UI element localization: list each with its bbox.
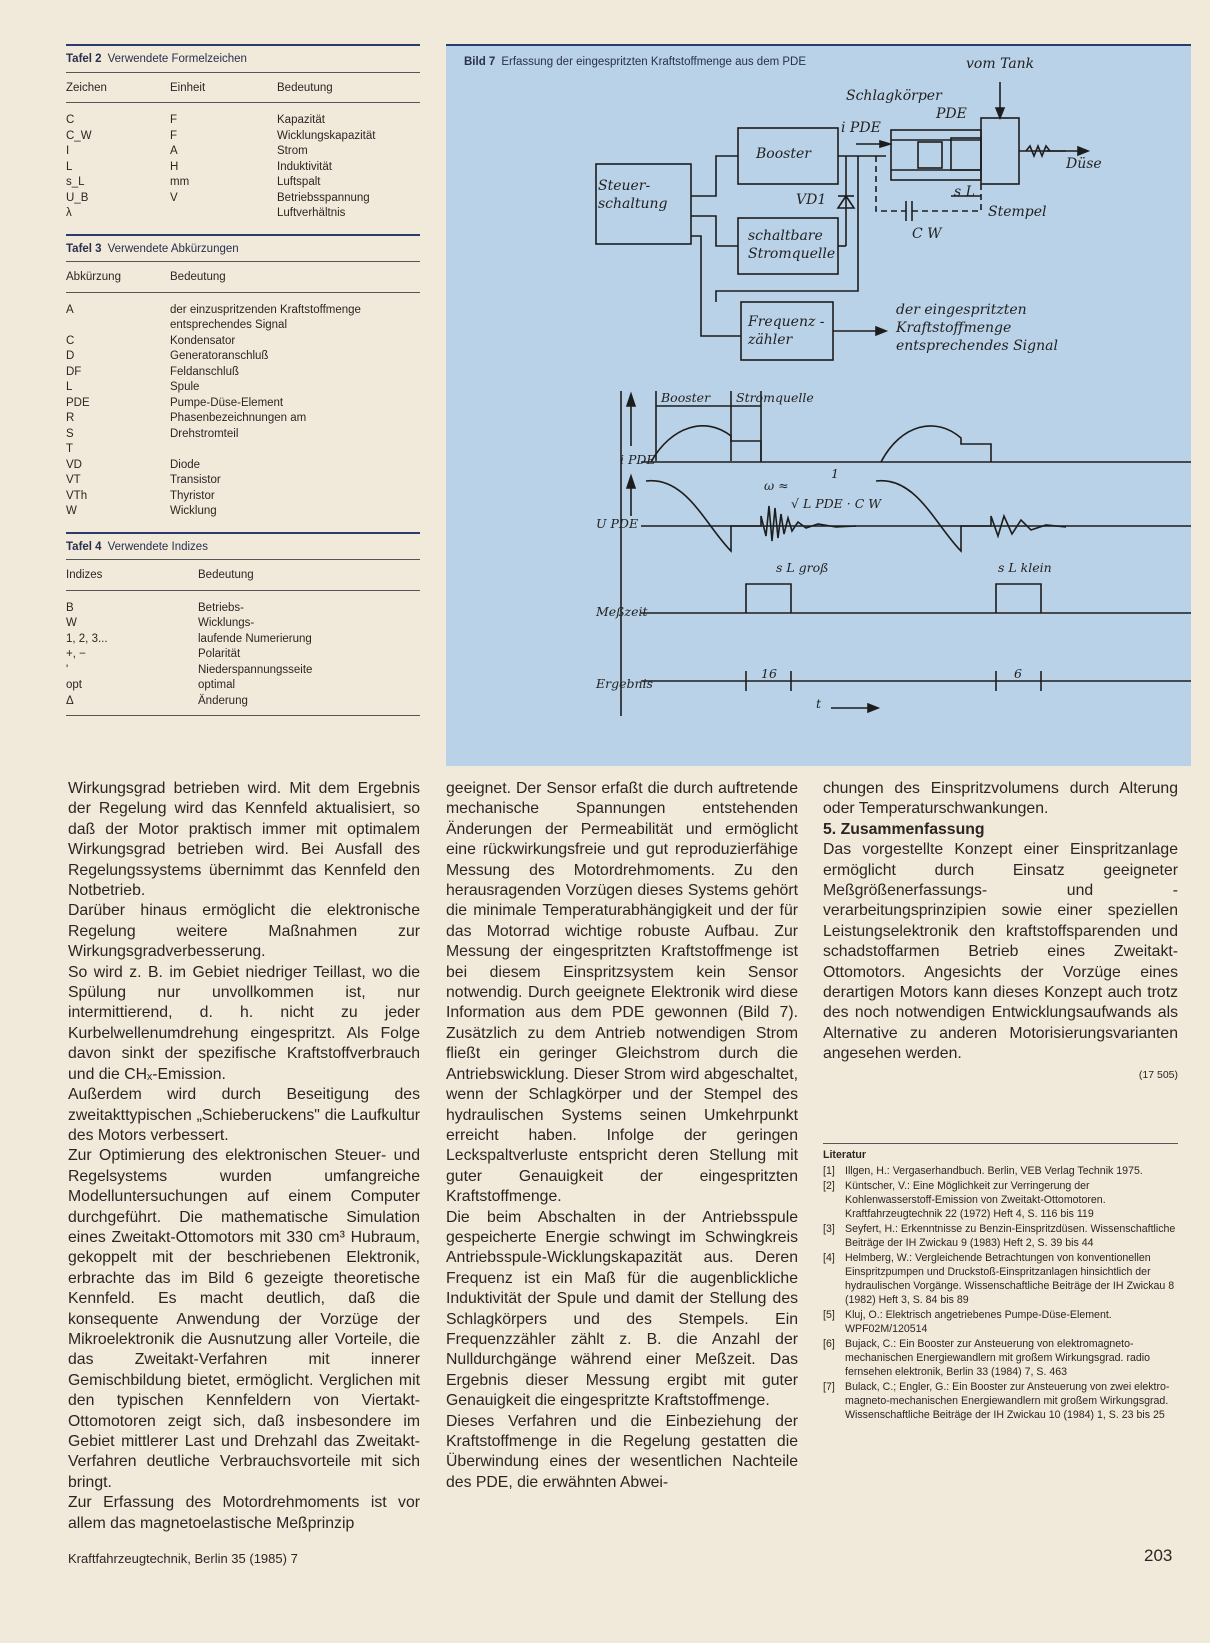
tafel-3-cell: VT xyxy=(66,474,81,486)
literature-item-text: Seyfert, H.: Erkenntnisse zu Benzin-Einspritzdüsen. Wissenschaftliche Beiträge der IH Zwickau 9 (1983) Heft 2, S. 39 bis 44 xyxy=(845,1223,1176,1249)
tafel-3-cell: W xyxy=(66,505,77,517)
literature-item-text: Bujack, C.: Ein Booster zur Ansteuerung von elektromagneto-mechanischen Energiewandlern mit großem Wirkungsgrad. radio fernsehen elektronik, Berlin 33 (1984) 7, S. 463 xyxy=(845,1338,1151,1378)
literature-item-number: [5] xyxy=(823,1309,835,1321)
tafel-3-row xyxy=(66,427,420,443)
tafel-2-row xyxy=(66,129,420,145)
literature-item-text: Kluj, O.: Elektrisch angetriebenes Pumpe-Düse-Element. WPF02M/120514 xyxy=(845,1309,1112,1335)
tafel-2-cell: H xyxy=(170,160,179,173)
tafel-4-row xyxy=(66,647,420,663)
label-vom-tank: vom Tank xyxy=(966,56,1035,72)
tafel-4-cell: B xyxy=(66,601,74,614)
tafel-3-cell: L xyxy=(66,381,73,393)
tafel-3-row xyxy=(66,396,420,412)
tafel-3-row xyxy=(66,303,420,334)
label-i-pde: i PDE xyxy=(841,120,881,136)
label-omega: ω ≈ xyxy=(764,478,789,493)
col2-paragraph: Die beim Abschalten in der Antriebsspule gespeicherte Energie schwingt im Schwingkreis Antriebsspule-Wicklungskapazität aus. Deren Frequenz ist ein Maß für die augenblickliche Induktivität der Spule und damit der Stellung des Schlagkörpers und des Stempels. Ein Frequenzzähler zählt z. B. die Anzahl der Nulldurchgänge während einer Meßzeit. Das Ergebnis dieser Messung ergibt mit guter Genauigkeit die eingespritzte Kraftstoffmenge. xyxy=(446,1208,798,1410)
col1-paragraph: Darüber hinaus ermöglicht die elektronische Regelung weitere Maßnahmen zur Wirkungsgradverbesserung. xyxy=(68,902,420,961)
tafel-4-cell: +, − xyxy=(66,648,86,660)
tafel-4-row xyxy=(66,663,420,679)
label-u-pde-axis: U PDE xyxy=(596,516,639,531)
tafel-3-cell: Phasenbezeichnungen am xyxy=(170,412,307,424)
label-i-pde-axis: i PDE xyxy=(620,452,656,467)
tafel-2-cell: Luftspalt xyxy=(277,176,321,188)
literature-item-number: [4] xyxy=(823,1252,835,1264)
tafel-2-cell: Wicklungskapazität xyxy=(277,129,376,142)
label-stempel: Stempel xyxy=(988,204,1047,220)
label-schaltbare-2: Stromquelle xyxy=(748,246,836,262)
tafel-2-cell: Strom xyxy=(277,145,308,157)
label-steuerschaltung-2: schaltung xyxy=(598,196,668,212)
literature-item xyxy=(823,1337,1178,1379)
literature-item xyxy=(823,1164,1178,1178)
label-ergebnis: Ergebnis xyxy=(596,676,653,691)
tafel-4-cell: W xyxy=(66,617,77,629)
label-omega-numerator: 1 xyxy=(831,466,839,481)
tafel-3-cell: der einzuspritzenden Kraftstoffmenge entsprechendes Signal xyxy=(170,303,361,331)
tafel-3-cell: Wicklung xyxy=(170,505,217,517)
literature-item-text: Helmberg, W.: Vergleichende Betrachtungen von konventionellen Einspritzpumpen und Druckstoß-Einspritzanlagen hinsichtlich der hydraulischen Vorgänge. Wissenschaftliche Beiträge der IH Zwickau 8 (1982) Heft 3, S. 84 bis 89 xyxy=(845,1252,1175,1306)
literature-list xyxy=(823,1143,1178,1423)
text-column-2 xyxy=(446,779,798,1493)
label-s-l: s L xyxy=(954,184,975,200)
tafel-2-row xyxy=(66,191,420,207)
tafel-2-col-einheit: Einheit xyxy=(170,81,206,94)
tafel-4-cell: Δ xyxy=(66,694,74,707)
tafel-3-row xyxy=(66,504,420,520)
label-omega-denominator: √ L PDE · C W xyxy=(791,496,882,511)
label-duese: Düse xyxy=(1066,156,1102,172)
tafel-2-cell: C xyxy=(66,114,75,126)
tafel-4-cell: opt xyxy=(66,679,82,691)
label-stromquelle-timing: Stromquelle xyxy=(736,390,814,405)
literature-item-number: [1] xyxy=(823,1165,835,1177)
tafel-2 xyxy=(66,44,420,222)
label-count-16: 16 xyxy=(761,666,777,681)
tafel-2-col-zeichen: Zeichen xyxy=(66,81,107,94)
label-signal-2: Kraftstoffmenge xyxy=(896,320,1012,336)
tafel-2-cell: mm xyxy=(170,176,190,188)
tafel-2-cell: L xyxy=(66,160,73,173)
col1-paragraph: Zur Erfassung des Motordrehmoments ist vor allem das magnetoelastische Meßprinzip xyxy=(68,1494,420,1532)
literature-item xyxy=(823,1251,1178,1307)
tafel-4-rows xyxy=(66,601,420,710)
tafel-3-row xyxy=(66,442,420,458)
tafel-2-cell: F xyxy=(170,114,178,126)
tafel-3-cell: Thyristor xyxy=(170,489,215,502)
tafel-3-row xyxy=(66,334,420,350)
tafel-2-title: Tafel 2 Verwendete Formelzeichen xyxy=(66,44,420,72)
tafel-4-title: Tafel 4 Verwendete Indizes xyxy=(66,532,420,560)
label-frequenz-2: zähler xyxy=(748,332,793,348)
label-booster-timing: Booster xyxy=(661,390,711,405)
label-vd1: VD1 xyxy=(796,192,827,208)
col1-paragraph: Außerdem wird durch Beseitigung des zweitakttypischen „Schieberuckens" die Laufkultur des Motors verbessert. xyxy=(68,1086,420,1144)
tafel-3-cell: Diode xyxy=(170,458,201,471)
literature-item-text: Küntscher, V.: Eine Möglichkeit zur Verringerung der Kohlenwasserstoff-Emission von Zweitakt-Ottomotoren. Kraftfahrzeugtechnik 22 (1972) Heft 4, S. 116 bis 119 xyxy=(845,1180,1106,1220)
tafel-3-cell: C xyxy=(66,334,75,347)
tafel-4-cell: optimal xyxy=(198,679,236,691)
tafel-3-cell: VTh xyxy=(66,489,88,502)
tafel-4-col-bedeutung: Bedeutung xyxy=(198,569,254,581)
tafel-2-cell: Betriebsspannung xyxy=(277,191,370,204)
tafel-2-cell: λ xyxy=(66,207,72,219)
tafel-3-cell: Transistor xyxy=(170,474,221,486)
tafel-4-row xyxy=(66,694,420,710)
tafel-4-cell: 1, 2, 3... xyxy=(66,632,108,645)
tafel-3 xyxy=(66,234,420,520)
tafel-3-row xyxy=(66,411,420,427)
tafel-4-cell: laufende Numerierung xyxy=(198,632,312,645)
tafel-4-cell: Betriebs- xyxy=(198,601,245,614)
tafel-3-cell: Spule xyxy=(170,381,200,393)
literature-item xyxy=(823,1179,1178,1221)
page-number: 203 xyxy=(1144,1546,1173,1565)
tafel-2-row xyxy=(66,206,420,222)
figure-drawing xyxy=(446,46,1191,768)
tafel-3-row xyxy=(66,473,420,489)
tafel-3-cell: A xyxy=(66,303,74,316)
col2-paragraph: geeignet. Der Sensor erfaßt die durch auftretende mechanische Spannungen entstehenden Änderungen der Permeabilität und ermöglicht eine rückwirkungsfreie und gut reproduzierfähige Messung des Motordrehmoments. Zu den herausragenden Vorzügen dieses Systems gehört die minimale Temperaturabhängigkeit und der für das Motorrad wichtige robuste Aufbau. Zur Messung der eingespritzten Kraftstoffmenge ist bei diesem Einspritzsystem kein Sensor notwendig. Durch geeignete Elektronik wird diese Information aus dem PDE gewonnen (Bild 7). Zusätzlich zu dem Antrieb notwendigen Strom fließt ein geringer Gleichstrom durch die Antriebswicklung. Dieser Strom wird abgeschaltet, wenn der Schlagkörper und der Stempel des hydraulischen Systems seinen Umkehrpunkt erreicht haben. Infolge der geringen Leckspaltverluste entspricht deren Stellung mit guter Genauigkeit der eingespritzten Kraftstoffmenge. xyxy=(446,780,798,1206)
literature-item xyxy=(823,1308,1178,1336)
col2-paragraph: Dieses Verfahren und die Einbeziehung der Kraftstoffmenge in die Regelung gestatten die Überwindung eines der wesentlichen Nachteile des PDE, die erwähnten Abwei- xyxy=(446,1412,798,1491)
figure-bild-7 xyxy=(446,44,1191,766)
tafel-3-cell xyxy=(170,442,420,458)
label-frequenz-1: Frequenz - xyxy=(748,314,825,330)
label-t-axis: t xyxy=(816,696,822,711)
literature-item xyxy=(823,1222,1178,1250)
literature-items xyxy=(823,1164,1178,1422)
literature-item xyxy=(823,1380,1178,1422)
frequenzzaehler-box xyxy=(741,302,833,360)
text-column-3 xyxy=(823,779,1178,1085)
label-c-w: C W xyxy=(912,226,942,242)
tafel-3-rows xyxy=(66,303,420,520)
col1-paragraph: Wirkungsgrad betrieben wird. Mit dem Ergebnis der Regelung wird das Kennfeld aktualisiert, so daß der Motor praktisch immer mit optimalem Wirkungsgrad betrieben wird. Bei Ausfall des Regelungssystems übernimmt das Kennfeld den Notbetrieb. xyxy=(68,780,420,900)
tafel-3-col-abkuerzung: Abkürzung xyxy=(66,271,121,283)
tafel-3-cell: PDE xyxy=(66,396,90,409)
tafel-4 xyxy=(66,532,420,717)
tables-column xyxy=(66,44,420,728)
literature-item-number: [3] xyxy=(823,1223,835,1235)
label-signal-1: der eingespritzten xyxy=(896,302,1027,318)
label-steuerschaltung-1: Steuer- xyxy=(598,178,651,194)
label-signal-3: entsprechendes Signal xyxy=(896,338,1058,354)
tafel-2-cell: I xyxy=(66,145,70,157)
tafel-4-row xyxy=(66,601,420,617)
tafel-2-cell: Luftverhältnis xyxy=(277,207,346,219)
tafel-3-row xyxy=(66,489,420,505)
tafel-2-cell: C_W xyxy=(66,129,92,142)
tafel-4-row xyxy=(66,632,420,648)
literature-item-text: Illgen, H.: Vergaserhandbuch. Berlin, VEB Verlag Technik 1975. xyxy=(845,1165,1143,1177)
tafel-2-rows xyxy=(66,113,420,222)
literature-item-number: [6] xyxy=(823,1338,835,1350)
label-schaltbare-1: schaltbare xyxy=(748,228,823,244)
col1-paragraph: So wird z. B. im Gebiet niedriger Teillast, wo die Spülung nur unvollkommen ist, nur intermittierend, d. h. nicht zu jeder Kurbelwellenumdrehung eingespritzt. Als Folge davon sinkt der spezifische Kraftstoffverbrauch und die CHₓ-Emission. xyxy=(68,963,420,1083)
col1-paragraph: Zur Optimierung des elektronischen Steuer- und Regelsystems wurden umfangreiche Modelluntersuchungen auf einem Computer durchgeführt. Die mathematische Simulation eines Zweitakt-Ottomotors mit 330 cm³ Hubraum, gekoppelt mit der beschriebenen Elektronik, erbrachte das im Bild 6 gezeigte theoretische Kennfeld. Es macht deutlich, daß die konsequente Anwendung der Vorzüge der Mikroelektronik die Ausnutzung aller Vorteile, die das Zweitakt-Verfahren mit innerer Gemischbildung bietet, ermöglicht. Verglichen mit den typischen Kennfeldern von Viertakt-Ottomotoren zeigt sich, daß insbesondere im Gebiet mittlerer Last und Drehzahl das Zweitakt-Verfahren deutliche Verbrauchsvorteile mit sich bringt. xyxy=(68,1147,420,1491)
article-reference-number: (17 505) xyxy=(1138,1068,1178,1081)
label-schlagkoerper: Schlagkörper xyxy=(846,88,942,104)
tafel-4-row xyxy=(66,616,420,632)
tafel-4-cell: Niederspannungsseite xyxy=(198,663,313,676)
tafel-3-cell: Feldanschluß xyxy=(170,365,240,378)
tafel-3-cell: S xyxy=(66,427,74,440)
tafel-2-cell: s_L xyxy=(66,176,85,188)
tafel-4-cell: Wicklungs- xyxy=(198,617,255,629)
section-heading-zusammenfassung: 5. Zusammenfassung xyxy=(823,820,985,838)
footer-publication: Kraftfahrzeugtechnik, Berlin 35 (1985) 7 xyxy=(68,1551,298,1566)
tafel-2-cell: V xyxy=(170,191,178,204)
tafel-3-cell: DF xyxy=(66,365,82,378)
tafel-2-col-bedeutung: Bedeutung xyxy=(277,81,333,94)
tafel-2-cell: Induktivität xyxy=(277,160,332,173)
tafel-2-cell: U_B xyxy=(66,191,89,204)
col3-summary: Das vorgestellte Konzept einer Einspritzanlage ermöglicht durch Einsatz geeigneter Meßgrößenerfassungs- und -verarbeitungsprinzipien sowie einer speziellen Leistungselektronik den kraftstoffsparenden und schadstoffarmen Betrieb eines Zweitakt-Ottomotors. Angesichts der Vorzüge eines derartigen Motors kann dieses Konzept auch trotz des noch notwendigen Entwicklungsaufwands als Alternative zu anderen Motorisierungsvarianten angesehen werden. xyxy=(823,841,1178,1063)
tafel-2-row xyxy=(66,160,420,176)
tafel-2-cell: F xyxy=(170,129,178,142)
tafel-3-cell: Pumpe-Düse-Element xyxy=(170,396,284,409)
tafel-2-row xyxy=(66,113,420,129)
tafel-3-row xyxy=(66,458,420,474)
tafel-3-cell: D xyxy=(66,350,75,362)
tafel-3-cell: Kondensator xyxy=(170,334,236,347)
literature-item-number: [7] xyxy=(823,1381,835,1393)
label-sl-gross: s L groß xyxy=(776,560,829,575)
tafel-4-row xyxy=(66,678,420,694)
literature-item-number: [2] xyxy=(823,1180,835,1192)
label-messzeit: Meßzeit xyxy=(596,604,648,619)
tafel-2-row xyxy=(66,144,420,160)
label-pde: PDE xyxy=(936,106,967,122)
tafel-2-row xyxy=(66,175,420,191)
tafel-3-cell: T xyxy=(66,443,74,455)
tafel-3-col-bedeutung: Bedeutung xyxy=(170,271,226,283)
col3-intro: chungen des Einspritzvolumens durch Alterung oder Temperaturschwankungen. xyxy=(823,780,1178,818)
label-count-6: 6 xyxy=(1014,666,1022,681)
tafel-2-cell: Kapazität xyxy=(277,114,325,126)
tafel-3-title: Tafel 3 Verwendete Abkürzungen xyxy=(66,234,420,262)
tafel-3-row xyxy=(66,380,420,396)
tafel-4-col-indizes: Indizes xyxy=(66,569,103,581)
literature-item-text: Bulack, C.; Engler, G.: Ein Booster zur Ansteuerung von zwei elektro-magneto-mechanischen Energiewandlern mit großem Wirkungsgrad. Wissenschaftliche Beiträge der IH Zwickau 10 (1984) 1, S. 23 bis 25 xyxy=(845,1381,1170,1421)
tafel-4-cell: Änderung xyxy=(198,694,248,707)
tafel-2-cell: A xyxy=(170,145,178,157)
tafel-3-cell: Drehstromteil xyxy=(170,427,239,440)
figure-caption: Bild 7 Erfassung der eingespritzten Kraftstoffmenge aus dem PDE xyxy=(464,56,807,68)
tafel-4-cell: ' xyxy=(66,663,69,676)
tafel-3-row xyxy=(66,349,420,365)
tafel-4-cell: Polarität xyxy=(198,648,241,660)
text-column-1 xyxy=(68,779,420,1534)
tafel-2-cell xyxy=(170,206,277,222)
label-sl-klein: s L klein xyxy=(998,560,1052,575)
tafel-3-cell: VD xyxy=(66,458,82,471)
tafel-3-cell: R xyxy=(66,412,75,424)
label-booster: Booster xyxy=(756,146,811,162)
tafel-3-row xyxy=(66,365,420,381)
literature-title: Literatur xyxy=(823,1149,866,1161)
tafel-3-cell: Generatoranschluß xyxy=(170,350,269,362)
